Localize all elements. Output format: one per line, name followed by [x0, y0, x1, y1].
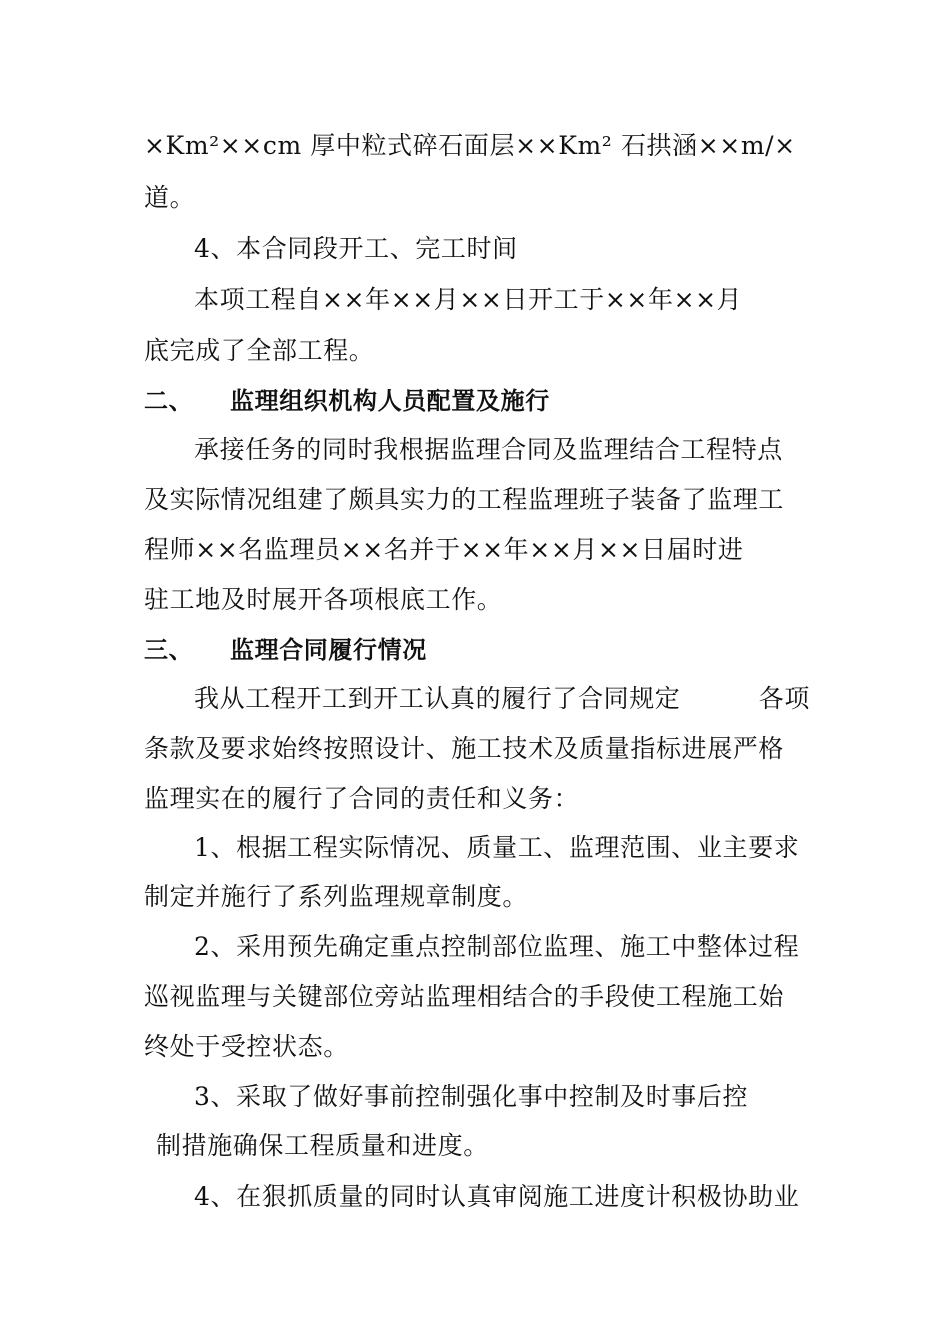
paragraph-line: 承接任务的同时我根据监理合同及监理结合工程特点: [194, 435, 783, 464]
paragraph-line: 条款及要求始终按照设计、施工技术及质量指标进展严格: [144, 734, 785, 763]
list-item: 1、根据工程实际情况、质量工、监理范围、业主要求: [194, 833, 800, 862]
list-item: 4、在狠抓质量的同时认真审阅施工进度计积极协助业: [194, 1182, 800, 1211]
paragraph-line: 制定并施行了系列监理规章制度。: [144, 882, 529, 911]
paragraph-line: [194, 684, 810, 714]
list-item: 2、采用预先确定重点控制部位监理、施工中整体过程: [194, 932, 800, 961]
paragraph-line: 巡视监理与关键部位旁站监理相结合的手段使工程施工始: [144, 982, 785, 1011]
list-item: 3、采取了做好事前控制强化事中控制及时事后控: [194, 1082, 749, 1111]
paragraph-line-start: 我从工程开工到开工认真的履行了合同规定: [194, 684, 681, 713]
section-heading-2: [144, 386, 810, 416]
paragraph-line: 驻工地及时展开各项根底工作。: [144, 585, 503, 614]
paragraph-line-end: 各项: [758, 684, 810, 713]
paragraph-line: 本项工程自××年××月××日开工于××年××月: [194, 285, 743, 314]
section-title: 监理组织机构人员配置及施行: [230, 387, 550, 415]
section-title: 监理合同履行情况: [230, 636, 427, 664]
list-item-heading: 4、本合同段开工、完工时间: [194, 234, 518, 263]
paragraph-line: 底完成了全部工程。: [144, 336, 375, 365]
paragraph-line: ×Km²××cm 厚中粒式碎石面层××Km² 石拱涵××m/×: [144, 131, 796, 160]
paragraph-line: 终处于受控状态。: [144, 1032, 349, 1061]
paragraph-line: 监理实在的履行了合同的责任和义务：: [144, 784, 580, 813]
paragraph-line: 道。: [144, 183, 196, 212]
section-number: 二、: [144, 387, 194, 415]
section-number: 三、: [144, 636, 194, 664]
paragraph-line: 及实际情况组建了颇具实力的工程监理班子装备了监理工: [144, 485, 785, 514]
section-heading-3: [144, 635, 810, 665]
paragraph-line: 制措施确保工程质量和进度。: [156, 1131, 489, 1160]
paragraph-line: 程师××名监理员××名并于××年××月××日届时进: [144, 535, 744, 564]
